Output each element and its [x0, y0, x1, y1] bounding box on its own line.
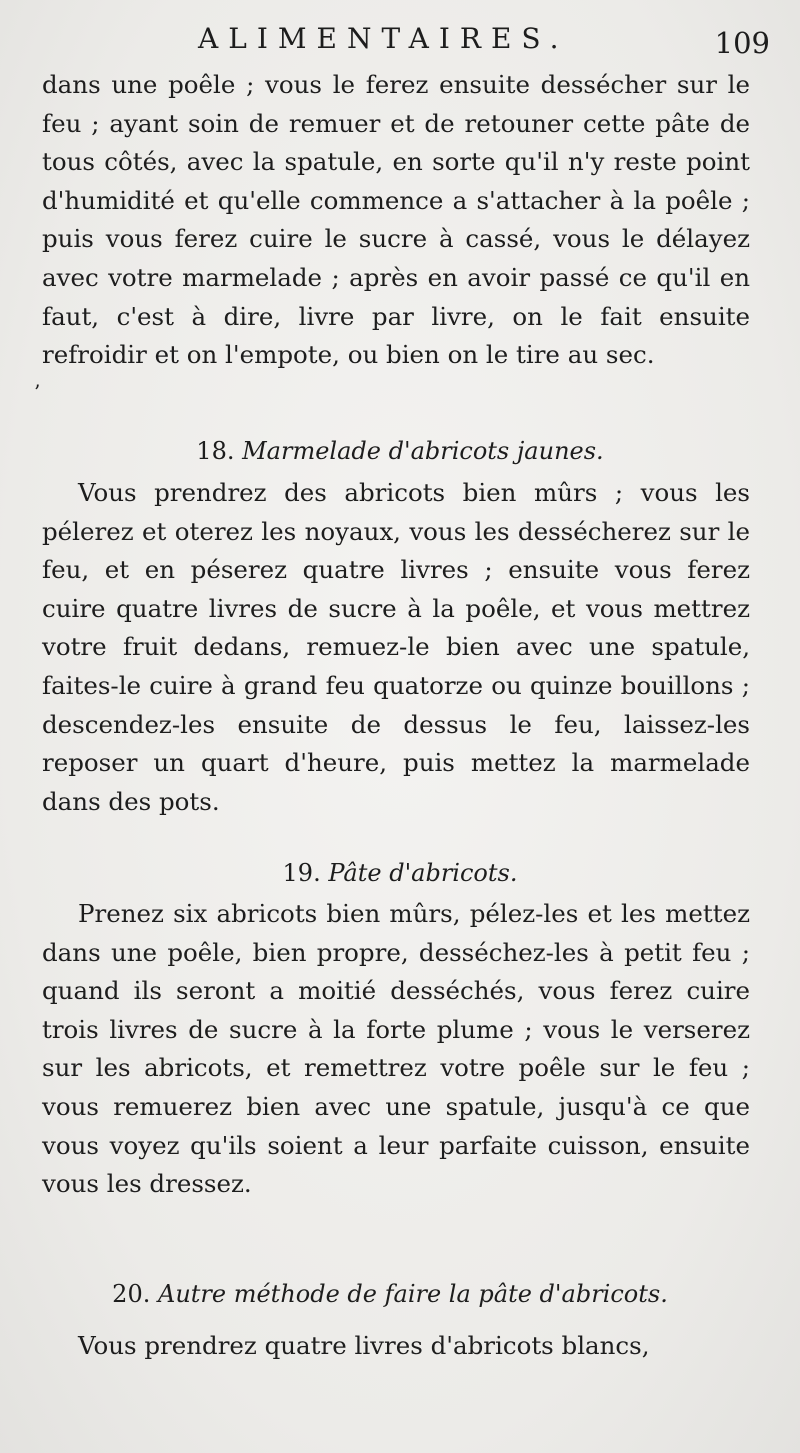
- recipe-number: 18.: [196, 437, 235, 465]
- paragraph-text: Vous prendrez des abricots bien mûrs ; vous les pélerez et oterez les noyaux, vous les dessécherez sur le feu, et en péserez quatre livres ; ensuite vous ferez cuire quatre livres de sucre à la poêle, et vous mettrez votre fruit dedans, remuez-le bien avec une spatule, faites-le cuire à grand feu quatorze ou quinze bouillons ; descendez-les ensuite de dessus le feu, laissez-les reposer un quart d'heure, puis mettez la marmelade dans des pots.: [42, 478, 750, 816]
- recipe-heading-18: [0, 436, 800, 466]
- recipe-number: 20.: [112, 1280, 151, 1308]
- recipe-body-20: [42, 1327, 750, 1366]
- recipe-body-18: [42, 474, 750, 821]
- paragraph-text: Vous prendrez quatre livres d'abricots blancs,: [78, 1331, 650, 1360]
- paragraph-continuation: [42, 66, 750, 375]
- running-title: ALIMENTAIRES.: [198, 22, 569, 55]
- recipe-title: Autre méthode de faire la pâte d'abricots.: [157, 1280, 668, 1308]
- paragraph-text: dans une poêle ; vous le ferez ensuite dessécher sur le feu ; ayant soin de remuer et de retouner cette pâte de tous côtés, avec la spatule, en sorte qu'il n'y reste point d'humidité et qu'elle commence a s'attacher à la poêle ; puis vous ferez cuire le sucre à cassé, vous le délayez avec votre marmelade ; après en avoir passé ce qu'il en faut, c'est à dire, livre par livre, on le fait ensuite refroidir et on l'empote, ou bien on le tire au sec.: [42, 70, 750, 370]
- margin-mark: ’: [34, 380, 41, 404]
- recipe-number: 19.: [282, 859, 321, 887]
- recipe-title: Pâte d'abricots.: [328, 859, 518, 887]
- recipe-title: Marmelade d'abricots jaunes.: [242, 437, 604, 465]
- recipe-heading-20: [0, 1279, 790, 1309]
- recipe-body-19: [42, 895, 750, 1204]
- paragraph-text: Prenez six abricots bien mûrs, pélez-les et les mettez dans une poêle, bien propre, desséchez-les à petit feu ; quand ils seront a moitié desséchés, vous ferez cuire trois livres de sucre à la forte plume ; vous le verserez sur les abricots, et remettrez votre poêle sur le feu ; vous remuerez bien avec une spatule, jusqu'à ce que vous voyez qu'ils soient a leur parfaite cuisson, ensuite vous les dressez.: [42, 899, 750, 1199]
- recipe-heading-19: [0, 858, 800, 888]
- page-number: 109: [714, 26, 770, 60]
- page-header: [0, 18, 800, 58]
